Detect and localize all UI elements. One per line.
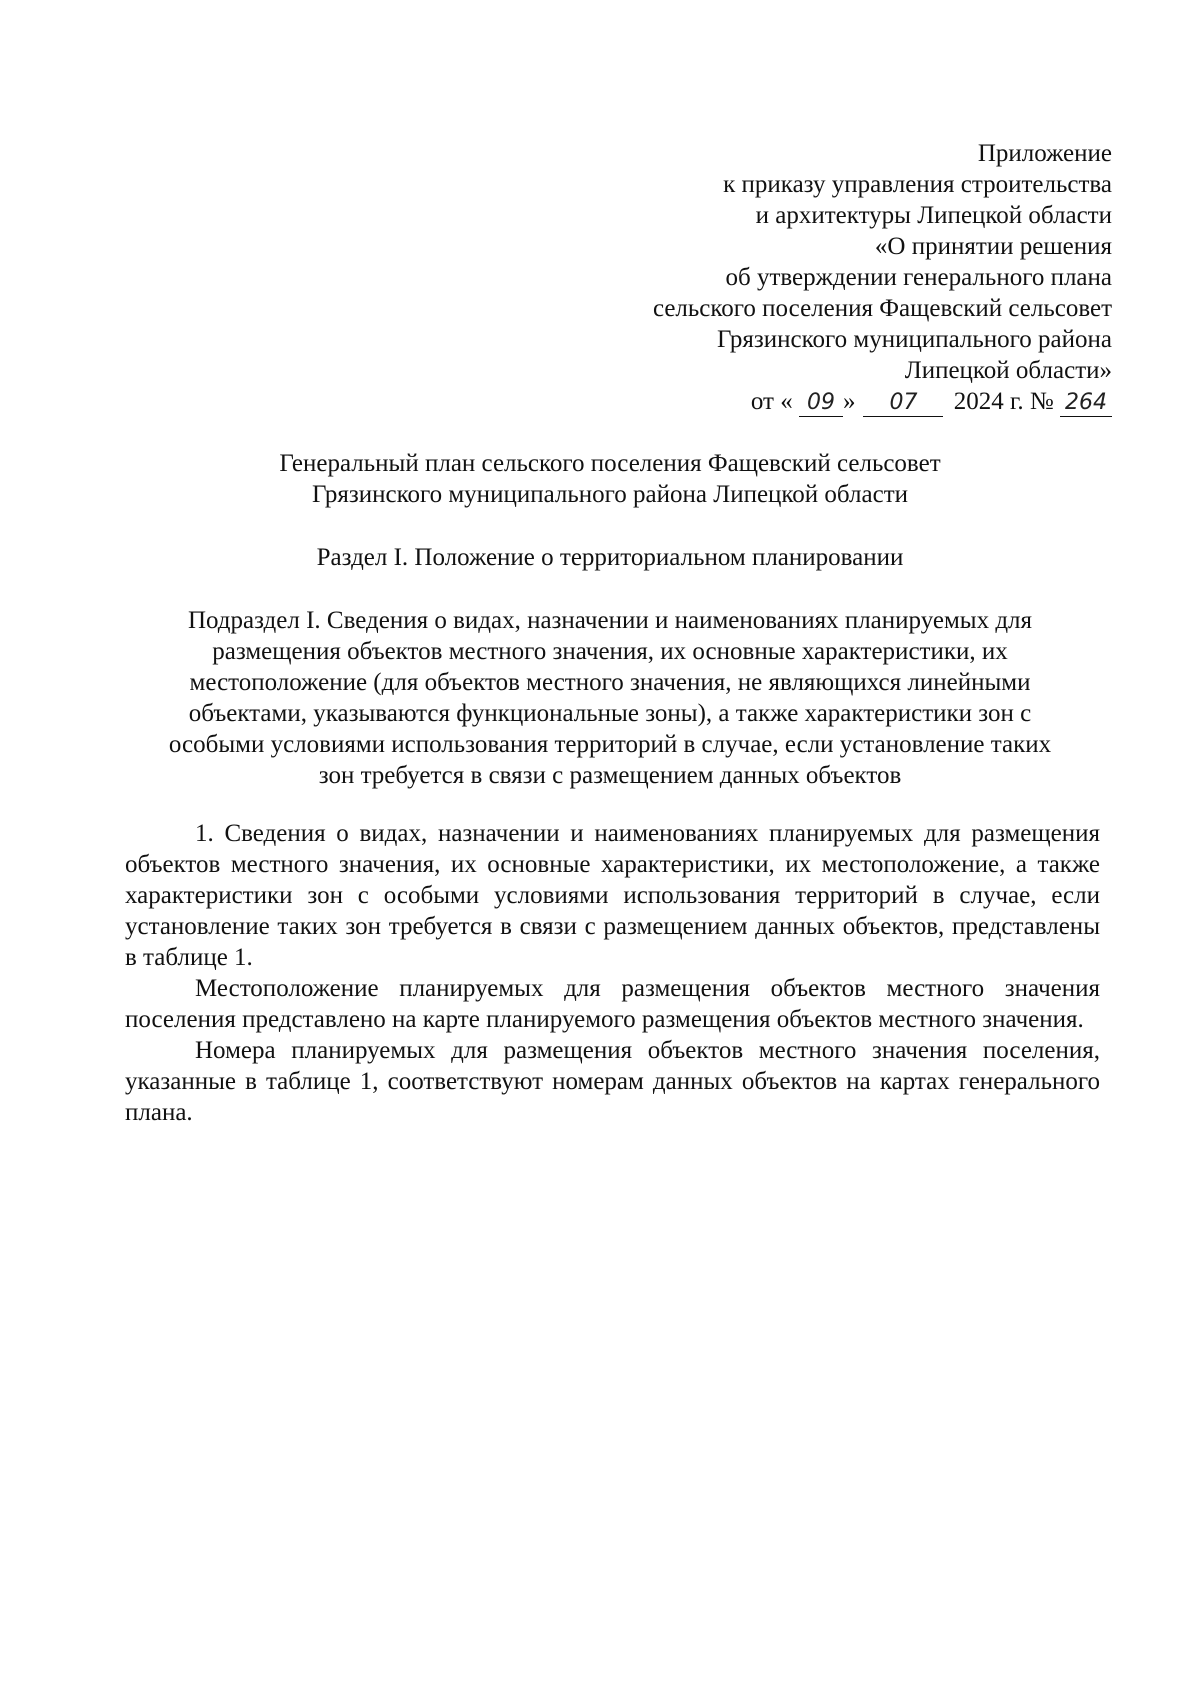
appendix-block [552,138,1112,417]
title-line: Генеральный план сельского поселения Фащевский сельсовет [279,450,941,477]
body-paragraph: Местоположение планируемых для размещения объектов местного значения поселения представлено на карте планируемого размещения объектов местного значения. [125,975,1100,1033]
year-and-number-label: 2024 г. № [953,388,1054,415]
date-day-close: » [842,388,856,415]
handwritten-day: 09 [799,390,843,417]
subsection-line: особыми условиями использования территорий в случае, если установление таких [168,731,1052,758]
section-heading: Раздел I. Положение о территориальном планировании [316,544,904,571]
appendix-line: Грязинского муниципального района [717,326,1112,353]
date-prefix: от « [750,388,793,415]
subsection-line: объектами, указываются функциональные зоны), а также характеристики зон с [188,700,1032,727]
body-paragraph: Номера планируемых для размещения объектов местного значения поселения, указанные в таблице 1, соответствуют номерам данных объектов на картах генерального плана. [125,1037,1100,1126]
appendix-line: к приказу управления строительства [723,171,1112,198]
subsection-line: местоположение (для объектов местного значения, не являющихся линейными [189,669,1031,696]
subsection-line: Подраздел I. Сведения о видах, назначении и наименованиях планируемых для [187,607,1033,634]
appendix-line: Приложение [977,140,1112,167]
subsection-line: зон требуется в связи с размещением данных объектов [318,762,902,789]
order-date-line [552,386,1112,417]
handwritten-order-number: 264 [1060,390,1112,417]
appendix-line: и архитектуры Липецкой области [755,202,1112,229]
appendix-line: сельского поселения Фащевский сельсовет [652,295,1112,322]
body-paragraph: 1. Сведения о видах, назначении и наименованиях планируемых для размещения объектов местного значения, их основные характеристики, их местоположение, а также характеристики зон с особыми условиями использования территорий в случае, если установление таких зон требуется в связи с размещением данных объектов, представлены в таблице 1. [125,820,1100,971]
appendix-line: «О принятии решения [874,233,1112,260]
body-text [125,818,1100,1128]
appendix-line: об утверждении генерального плана [725,264,1112,291]
title-line: Грязинского муниципального района Липецкой области [312,481,908,508]
subsection-heading [120,605,1100,791]
document-title [120,448,1100,510]
subsection-line: размещения объектов местного значения, их основные характеристики, их [212,638,1008,665]
appendix-line: Липецкой области» [904,357,1112,384]
handwritten-month: 07 [863,390,943,417]
